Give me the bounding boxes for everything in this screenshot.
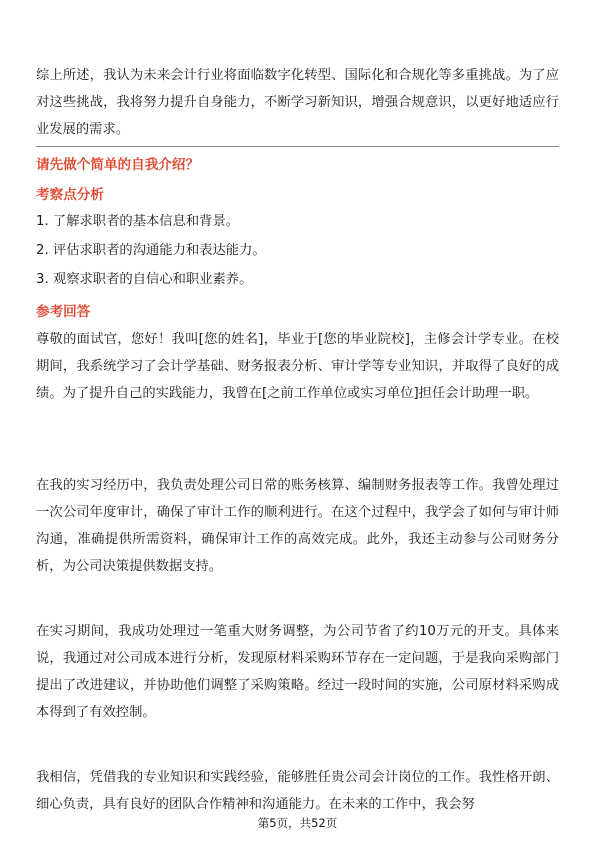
answer-paragraph: 尊敬的面试官，您好！我叫[您的姓名]，毕业于[您的毕业院校]，主修会计学专业。在校期间，我系统学习了会计学基础、财务报表分析、审计学等专业知识，并取得了良好的成绩。为了提升自己的实践能力，我曾在[之前工作单位或实习单位]担任会计助理一职。: [36, 332, 559, 401]
intro-paragraph: 综上所述，我认为未来会计行业将面临数字化转型、国际化和合规化等多重挑战。为了应对这些挑战，我将努力提升自身能力，不断学习新知识，增强合规意识，以更好地适应行业发展的需求。: [36, 68, 559, 137]
page-number-footer: 第5页，共52页: [257, 816, 338, 830]
section-divider: [36, 146, 559, 147]
analysis-heading: 考察点分析: [36, 187, 104, 203]
analysis-item: 2. 评估求职者的沟通能力和表达能力。: [36, 243, 266, 258]
answer-paragraph: 我相信，凭借我的专业知识和实践经验，能够胜任贵公司会计岗位的工作。我性格开朗、细心负责，具有良好的团队合作精神和沟通能力。在未来的工作中，我会努: [36, 770, 559, 812]
answer-paragraph: 在我的实习经历中，我负责处理公司日常的账务核算、编制财务报表等工作。我曾处理过一次公司年度审计，确保了审计工作的顺利进行。在这个过程中，我学会了如何与审计师沟通，准确提供所需资料，确保审计工作的高效完成。此外，我还主动参与公司财务分析，为公司决策提供数据支持。: [36, 478, 559, 574]
answer-heading: 参考回答: [36, 304, 91, 320]
analysis-item: 1. 了解求职者的基本信息和背景。: [36, 214, 240, 229]
question-heading: 请先做个简单的自我介绍？: [36, 157, 200, 173]
document-page: [36, 0, 559, 842]
answer-paragraph: 在实习期间，我成功处理过一笔重大财务调整，为公司节省了约10万元的开支。具体来说，我通过对公司成本进行分析，发现原材料采购环节存在一定问题，于是我向采购部门提出了改进建议，并协助他们调整了采购策略。经过一段时间的实施，公司原材料采购成本得到了有效控制。: [36, 624, 559, 720]
analysis-item: 3. 观察求职者的自信心和职业素养。: [36, 272, 253, 287]
